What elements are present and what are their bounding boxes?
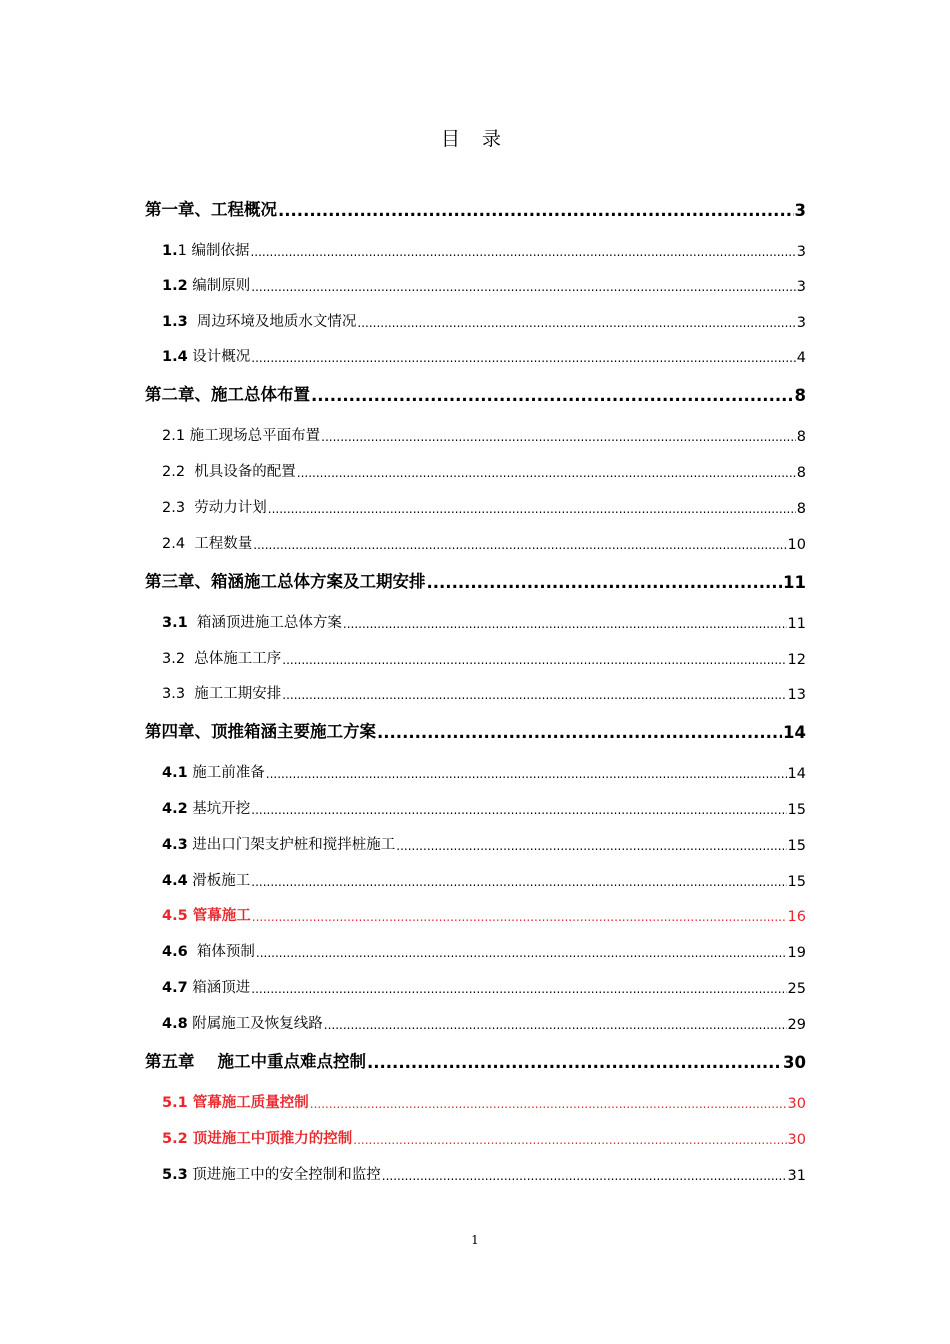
toc-entry-text: 箱体预制: [187, 944, 255, 960]
toc-page-number: 10: [787, 537, 806, 553]
toc-entry-label: [145, 381, 310, 405]
toc-page-number: 3: [796, 244, 806, 260]
toc-entry-text: 第二章、施工总体布置: [145, 385, 310, 404]
dot-leader: [396, 838, 786, 854]
toc-entry-text: 设计概况: [187, 349, 251, 365]
toc-entry-text: 第四章、顶推箱涵主要施工方案: [145, 722, 376, 741]
toc-entry-text: 施工现场总平面布置: [185, 428, 321, 444]
toc-entry-label: [162, 976, 250, 997]
toc-entry-text: 工程数量: [185, 536, 253, 552]
toc-entry-label: [162, 682, 281, 703]
dot-leader: [256, 945, 787, 961]
dot-leader: [377, 723, 782, 742]
toc-page-number: 30: [783, 1053, 806, 1072]
toc-section-entry[interactable]: [162, 682, 806, 703]
toc-page-number: 30: [787, 1132, 806, 1148]
toc-entry-label: [162, 424, 320, 445]
toc-entry-label: [162, 532, 252, 553]
toc-entry-label: [145, 568, 426, 592]
toc-entry-text: 1 编制依据: [177, 243, 250, 259]
toc-section-entry[interactable]: [162, 274, 806, 295]
toc-entry-text: 施工工期安排: [185, 686, 282, 702]
toc-entry-label: [162, 869, 250, 890]
dot-leader: [382, 1168, 787, 1184]
toc-entry-number: 4.6: [162, 944, 188, 960]
toc-entry-number: 3.3: [162, 686, 186, 702]
toc-entry-number: 4.3: [162, 837, 188, 853]
toc-entry-number: 4.1: [162, 765, 188, 781]
toc-entry-number: 3.1: [162, 615, 188, 631]
toc-entry-number: 2.2: [162, 464, 186, 480]
toc-entry-text: 箱涵顶进施工总体方案: [187, 615, 342, 631]
toc-entry-text: 管幕施工质量控制: [187, 1095, 309, 1111]
dot-leader: [343, 616, 787, 632]
toc-section-entry[interactable]: [162, 239, 806, 260]
toc-entry-label: [162, 345, 250, 366]
toc-entry-text: 机具设备的配置: [185, 464, 296, 480]
toc-page-number: 29: [787, 1017, 806, 1033]
toc-section-entry[interactable]: [162, 424, 806, 445]
toc-section-entry[interactable]: [162, 1163, 806, 1184]
dot-leader: [311, 386, 794, 405]
toc-title: 目 录: [440, 128, 510, 150]
dot-leader: [427, 573, 783, 592]
toc-page-number: 12: [787, 652, 806, 668]
toc-entry-label: [162, 904, 251, 925]
toc-page-number: 25: [787, 981, 806, 997]
toc-section-entry[interactable]: [162, 869, 806, 890]
toc-page-number: 3: [796, 279, 806, 295]
dot-leader: [321, 429, 796, 445]
dot-leader: [253, 537, 786, 553]
toc-page-number: 3: [794, 201, 806, 220]
toc-entry-text: 编制原则: [187, 278, 251, 294]
toc-entry-text: 箱涵顶进: [187, 980, 251, 996]
toc-page-number: 30: [787, 1096, 806, 1112]
toc-entry-text: 周边环境及地质水文情况: [187, 314, 357, 330]
toc-entry-number: 5.1: [162, 1095, 188, 1111]
dot-leader: [251, 802, 786, 818]
toc-page-number: 15: [787, 874, 806, 890]
dot-leader: [252, 909, 787, 925]
toc-entry-label: [162, 496, 267, 517]
dot-leader: [250, 244, 795, 260]
toc-page-number: 4: [796, 350, 806, 366]
toc-page-number: 8: [796, 429, 806, 445]
toc-entry-label: [162, 274, 250, 295]
toc-entry-number: 4.7: [162, 980, 188, 996]
toc-page-number: 13: [787, 687, 806, 703]
toc-entry-label: [162, 239, 249, 260]
toc-page-number: 19: [787, 945, 806, 961]
toc-page-number: 8: [796, 465, 806, 481]
toc-section-entry[interactable]: [162, 310, 806, 331]
toc-section-entry[interactable]: [162, 611, 806, 632]
toc-entry-number: 5.3: [162, 1167, 188, 1183]
toc-section-entry[interactable]: [162, 797, 806, 818]
toc-entry-number: 1.: [162, 243, 178, 259]
dot-leader: [310, 1096, 787, 1112]
toc-entry-number: 4.5: [162, 908, 188, 924]
toc-entry-text: 管幕施工: [187, 908, 251, 924]
toc-entry-number: 5.2: [162, 1131, 188, 1147]
toc-entry-number: 4.2: [162, 801, 188, 817]
toc-section-entry[interactable]: [162, 496, 806, 517]
toc-entry-label: [162, 460, 296, 481]
toc-entry-number: 1.4: [162, 349, 188, 365]
toc-entry-text: 第一章、工程概况: [145, 200, 277, 219]
toc-entry-label: [162, 1012, 323, 1033]
toc-entry-label: [162, 940, 255, 961]
toc-entry-label: [162, 1163, 381, 1184]
toc-entry-label: [145, 1048, 366, 1072]
toc-entry-number: 4.4: [162, 873, 188, 889]
toc-entry-number: 1.3: [162, 314, 188, 330]
toc-entry-label: [162, 797, 250, 818]
dot-leader: [282, 652, 786, 668]
page-number: 1: [471, 1233, 479, 1247]
toc-entry-number: 4.8: [162, 1016, 188, 1032]
toc-entry-text: 进出口门架支护桩和搅拌桩施工: [187, 837, 396, 853]
dot-leader: [268, 501, 796, 517]
toc-page-number: 8: [794, 386, 806, 405]
toc-entry-number: 1.2: [162, 278, 188, 294]
toc-entry-label: [162, 1127, 352, 1148]
toc-section-entry[interactable]: [162, 761, 806, 782]
dot-leader: [251, 981, 786, 997]
toc-page-number: 14: [783, 723, 806, 742]
toc-section-entry[interactable]: [162, 647, 806, 668]
dot-leader: [324, 1017, 787, 1033]
toc-entry-text: 总体施工工序: [185, 651, 282, 667]
toc-page-number: 14: [787, 766, 806, 782]
toc-entry-text: 劳动力计划: [185, 500, 267, 516]
dot-leader: [297, 465, 796, 481]
toc-page-number: 15: [787, 838, 806, 854]
toc-entry-label: [162, 833, 395, 854]
dot-leader: [251, 350, 795, 366]
toc-chapter-entry[interactable]: [145, 718, 806, 742]
toc-section-entry[interactable]: [162, 1127, 806, 1148]
toc-page-number: 16: [787, 909, 806, 925]
toc-chapter-entry[interactable]: [145, 568, 806, 592]
toc-section-entry[interactable]: [162, 976, 806, 997]
toc-entry-label: [162, 647, 281, 668]
toc-page-number: 11: [787, 616, 806, 632]
toc-entry-text: 附属施工及恢复线路: [187, 1016, 323, 1032]
toc-chapter-entry[interactable]: [145, 381, 806, 405]
toc-entry-label: [162, 310, 356, 331]
toc-section-entry[interactable]: [162, 1091, 806, 1112]
toc-section-entry[interactable]: [162, 1012, 806, 1033]
dot-leader: [266, 766, 787, 782]
toc-section-entry[interactable]: [162, 940, 806, 961]
toc-entry-text: 顶进施工中顶推力的控制: [187, 1131, 353, 1147]
toc-entry-label: [145, 196, 277, 220]
toc-entry-number: 3.2: [162, 651, 186, 667]
toc-section-entry[interactable]: [162, 904, 806, 925]
toc-page-number: 8: [796, 501, 806, 517]
toc-section-entry[interactable]: [162, 833, 806, 854]
toc-entry-text: 第五章 施工中重点难点控制: [145, 1052, 366, 1071]
toc-entry-label: [162, 611, 342, 632]
toc-entry-number: 2.4: [162, 536, 186, 552]
dot-leader: [357, 315, 795, 331]
toc-entry-number: 2.3: [162, 500, 186, 516]
dot-leader: [282, 687, 786, 703]
toc-section-entry[interactable]: [162, 460, 806, 481]
toc-entry-text: 滑板施工: [187, 873, 251, 889]
toc-entry-label: [162, 761, 265, 782]
toc-section-entry[interactable]: [162, 345, 806, 366]
toc-entry-text: 顶进施工中的安全控制和监控: [187, 1167, 381, 1183]
toc-entry-text: 第三章、箱涵施工总体方案及工期安排: [145, 572, 426, 591]
toc-entry-text: 基坑开挖: [187, 801, 251, 817]
toc-chapter-entry[interactable]: [145, 196, 806, 220]
toc-page-number: 3: [796, 315, 806, 331]
toc-entry-label: [162, 1091, 309, 1112]
toc-chapter-entry[interactable]: [145, 1048, 806, 1072]
toc-entry-text: 施工前准备: [187, 765, 265, 781]
toc-section-entry[interactable]: [162, 532, 806, 553]
dot-leader: [353, 1132, 786, 1148]
toc-entry-label: [145, 718, 376, 742]
toc-page-number: 15: [787, 802, 806, 818]
toc-page-number: 11: [783, 573, 806, 592]
dot-leader: [251, 279, 795, 295]
dot-leader: [278, 201, 794, 220]
dot-leader: [367, 1053, 782, 1072]
toc-page-number: 31: [787, 1168, 806, 1184]
dot-leader: [251, 874, 786, 890]
toc-entry-number: 2.1: [162, 428, 186, 444]
